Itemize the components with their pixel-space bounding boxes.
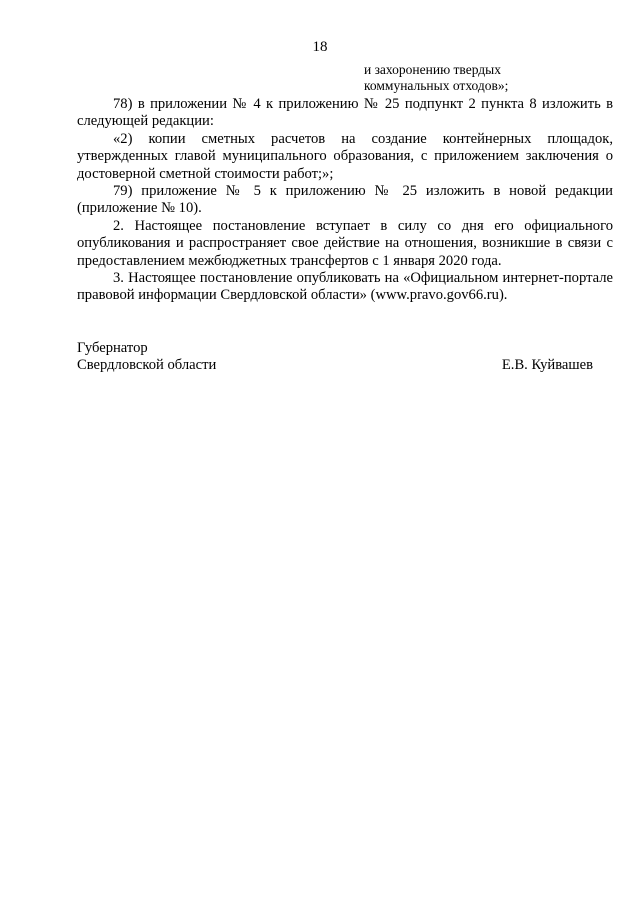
paragraph-quoted-subitem: «2) копии сметных расчетов на создание контейнерных площадок, утвержденных главой муниципального образования, с приложением заключения о достоверной сметной стоимости работ;»; <box>77 130 613 182</box>
table-cell-fragment <box>364 62 564 94</box>
signatory-title-line: Свердловской области <box>77 357 217 374</box>
table-cell-line: и захоронению твердых <box>364 62 501 77</box>
signature-block <box>77 340 593 375</box>
document-body <box>77 96 613 305</box>
signatory-name: Е.В. Куйвашев <box>501 357 593 374</box>
page-number: 18 <box>312 39 328 55</box>
paragraph-item-79: 79) приложение № 5 к приложению № 25 изложить в новой редакции (приложение № 10). <box>77 183 613 217</box>
signatory-title-line: Губернатор <box>77 340 148 356</box>
table-cell-line: коммунальных отходов»; <box>364 78 509 93</box>
paragraph-clause-3: 3. Настоящее постановление опубликовать на «Официальном интернет-портале правовой информации Свердловской области» (www.pravo.gov66.ru). <box>77 270 613 304</box>
signature-row <box>77 357 593 374</box>
paragraph-item-78: 78) в приложении № 4 к приложению № 25 подпункт 2 пункта 8 изложить в следующей редакции: <box>77 96 613 130</box>
paragraph-clause-2: 2. Настоящее постановление вступает в силу со дня его официального опубликования и распространяет свое действие на отношения, возникшие в связи с предоставлением межбюджетных трансфертов с 1 января 2020 года. <box>77 217 613 269</box>
